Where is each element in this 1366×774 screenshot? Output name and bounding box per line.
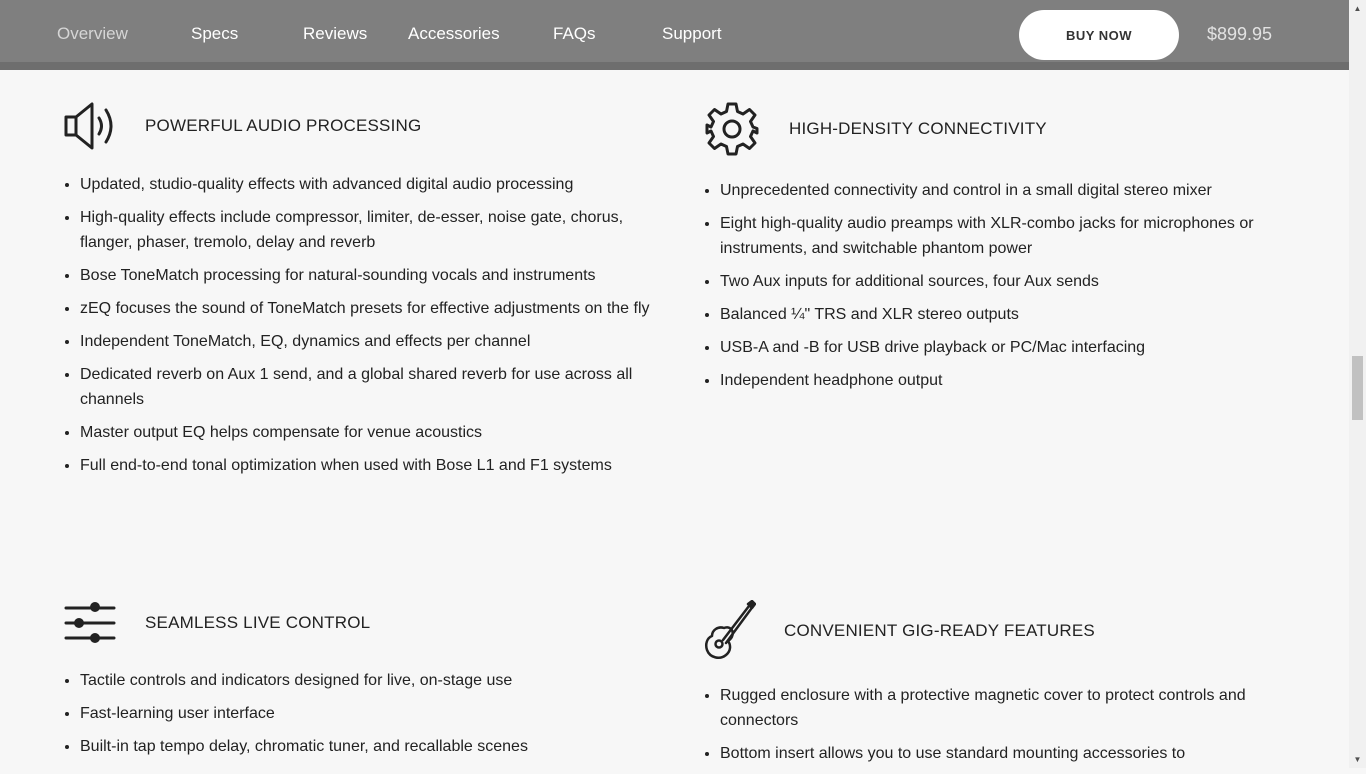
scroll-up-arrow-icon[interactable]: ▲: [1353, 4, 1362, 13]
scroll-down-arrow-icon[interactable]: ▼: [1353, 755, 1362, 764]
list-item: • USB-A and -B for USB drive playback or PC/Mac interfacing: [720, 335, 1310, 360]
speaker-icon: [64, 101, 118, 151]
price-label: $899.95: [1207, 24, 1273, 44]
feature-list: [62, 668, 670, 767]
section-title: POWERFUL AUDIO PROCESSING: [145, 116, 422, 135]
section-title: HIGH-DENSITY CONNECTIVITY: [789, 119, 1047, 138]
list-item: • Bose ToneMatch processing for natural-sounding vocals and instruments: [80, 263, 670, 288]
list-item: • Fast-learning user interface: [80, 701, 670, 726]
sliders-icon: [64, 600, 116, 646]
guitar-icon: [704, 600, 756, 660]
nav-support[interactable]: Support: [662, 24, 722, 43]
list-item: • Independent headphone output: [720, 368, 1310, 393]
list-item: • Eight high-quality audio preamps with XLR-combo jacks for microphones or instruments, and switchable phantom power: [720, 211, 1310, 261]
feature-list: [62, 172, 670, 486]
nav-specs[interactable]: Specs: [191, 24, 239, 43]
list-item: • Bottom insert allows you to use standard mounting accessories to: [720, 741, 1310, 766]
list-item: • Dedicated reverb on Aux 1 send, and a global shared reverb for use across all channels: [80, 362, 670, 412]
feature-list: [702, 178, 1310, 401]
sticky-nav-bar: [0, 0, 1349, 70]
list-item: • Updated, studio-quality effects with advanced digital audio processing: [80, 172, 670, 197]
list-item: • Full end-to-end tonal optimization when used with Bose L1 and F1 systems: [80, 453, 670, 478]
section-title: SEAMLESS LIVE CONTROL: [145, 613, 371, 632]
list-item: • Two Aux inputs for additional sources, four Aux sends: [720, 269, 1310, 294]
list-item: • Unprecedented connectivity and control in a small digital stereo mixer: [720, 178, 1310, 203]
list-item: • Independent ToneMatch, EQ, dynamics and effects per channel: [80, 329, 670, 354]
feature-list: [702, 683, 1310, 774]
list-item: • Built-in tap tempo delay, chromatic tuner, and recallable scenes: [80, 734, 670, 759]
list-item: • Rugged enclosure with a protective magnetic cover to protect controls and connectors: [720, 683, 1310, 733]
scroll-thumb[interactable]: [1352, 356, 1363, 420]
nav-accessories[interactable]: Accessories: [408, 24, 500, 43]
list-item: • Master output EQ helps compensate for venue acoustics: [80, 420, 670, 445]
nav-reviews[interactable]: Reviews: [303, 24, 368, 43]
list-item: • zEQ focuses the sound of ToneMatch presets for effective adjustments on the fly: [80, 296, 670, 321]
vertical-scrollbar[interactable]: [1349, 0, 1366, 768]
nav-overview[interactable]: Overview: [57, 24, 128, 43]
list-item: • High-quality effects include compressor, limiter, de-esser, noise gate, chorus, flanger, phaser, tremolo, delay and reverb: [80, 205, 670, 255]
section-title: CONVENIENT GIG-READY FEATURES: [784, 621, 1095, 640]
buy-now-button[interactable]: BUY NOW: [1019, 10, 1179, 60]
list-item: • Balanced ¼" TRS and XLR stereo outputs: [720, 302, 1310, 327]
list-item: • Tactile controls and indicators designed for live, on-stage use: [80, 668, 670, 693]
gear-icon: [704, 101, 760, 157]
nav-faqs[interactable]: FAQs: [553, 24, 596, 43]
